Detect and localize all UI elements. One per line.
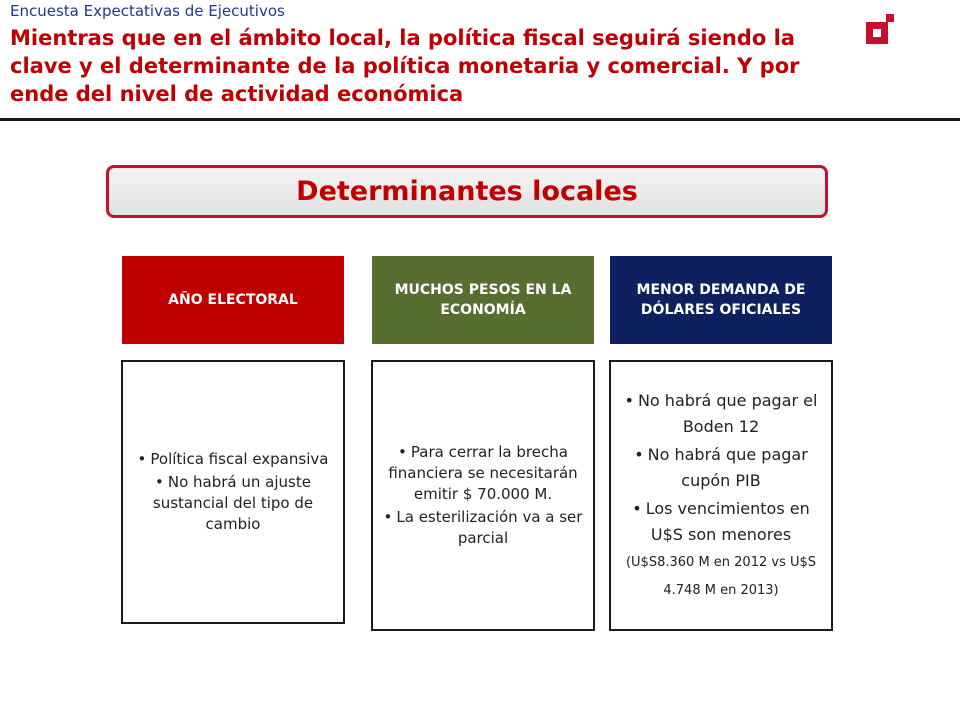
bullet-list — [381, 440, 585, 551]
bullet-item: • Para cerrar la brecha financiera se necesitarán emitir $ 70.000 M. — [381, 442, 585, 505]
column-content-ano-electoral — [121, 360, 345, 624]
section-title: Determinantes locales — [296, 176, 638, 207]
bullet-item: • Política fiscal expansiva — [131, 449, 335, 470]
bullet-list — [131, 447, 335, 537]
bullet-text: Los vencimientos en U$S son menores — [645, 498, 810, 544]
column-heading-menor-demanda: MENOR DEMANDA DE DÓLARES OFICIALES — [610, 256, 832, 344]
bullet-item: • No habrá un ajuste sustancial del tipo de cambio — [131, 472, 335, 535]
bullet-item: • No habrá que pagar cupón PIB — [617, 442, 825, 494]
column-content-menor-demanda — [609, 360, 833, 631]
bullet-item: • No habrá que pagar el Boden 12 — [617, 388, 825, 440]
column-heading-muchos-pesos: MUCHOS PESOS EN LA ECONOMÍA — [372, 256, 594, 344]
bullet-item — [617, 496, 825, 604]
header-divider — [0, 118, 960, 121]
slide-headline: Mientras que en el ámbito local, la política fiscal seguirá siendo la clave y el determinante de la política monetaria y comercial. Y por ende del nivel de actividad económica — [10, 26, 800, 106]
survey-kicker: Encuesta Expectativas de Ejecutivos — [10, 2, 285, 20]
bullet-list — [617, 386, 825, 606]
column-heading-ano-electoral: AÑO ELECTORAL — [122, 256, 344, 344]
section-banner — [106, 165, 828, 218]
brand-logo-icon — [866, 14, 894, 46]
bullet-item: • La esterilización va a ser parcial — [381, 507, 585, 549]
column-content-muchos-pesos — [371, 360, 595, 631]
maturities-note: (U$S8.360 M en 2012 vs U$S 4.748 M en 2013) — [625, 554, 817, 598]
